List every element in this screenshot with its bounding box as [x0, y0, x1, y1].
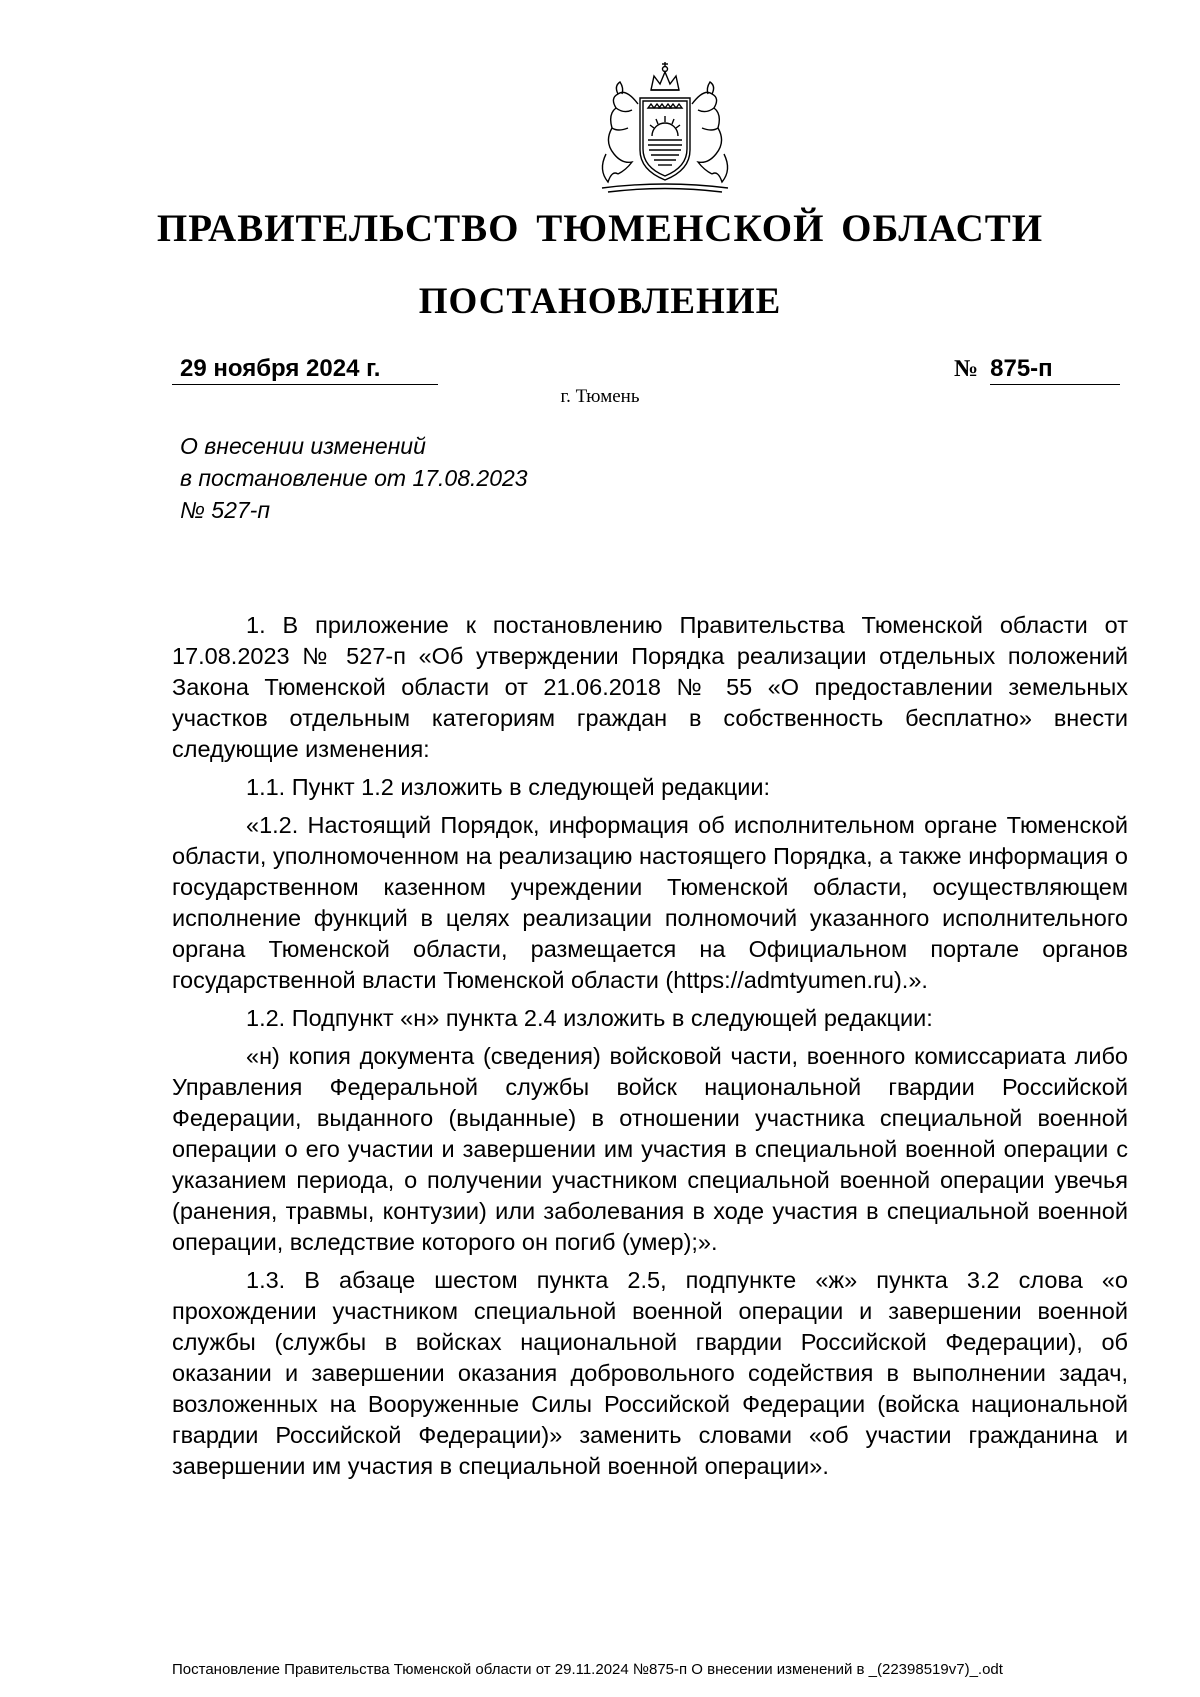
government-title: ПРАВИТЕЛЬСТВО ТЮМЕНСКОЙ ОБЛАСТИ: [156, 207, 1044, 250]
document-type-title: ПОСТАНОВЛЕНИЕ: [418, 281, 782, 322]
body-paragraph: 1.1. Пункт 1.2 изложить в следующей редакции:: [246, 774, 771, 800]
body-paragraph: 1.2. Подпункт «н» пункта 2.4 изложить в следующей редакции:: [246, 1005, 933, 1031]
document-subject: [180, 430, 700, 526]
document-date: 29 ноября 2024 г.: [172, 354, 438, 385]
body-paragraph: 1. В приложение к постановлению Правительства Тюменской области от 17.08.2023 № 527-п «Об утверждении Порядка реализации отдельных положений Закона Тюменской области от 21.06.2018 № 55 «О предоставлении земельных участков отдельным категориям граждан в собственность бесплатно» внести следующие изменения:: [172, 612, 1128, 762]
subject-line: в постановление от 17.08.2023: [180, 465, 528, 491]
document-number: 875-п: [990, 354, 1120, 385]
document-body: [172, 610, 1128, 1489]
page-footer: Постановление Правительства Тюменской области от 29.11.2024 №875-п О внесении изменений в _(22398519v7)_.odt: [172, 1661, 1003, 1678]
body-paragraph: 1.3. В абзаце шестом пункта 2.5, подпункте «ж» пункта 3.2 слова «о прохождении участником специальной военной операции и завершении военной службы (службы в войсках национальной гвардии Российской Федерации), об оказании и завершении оказания добровольного содействия в выполнении задач, возложенных на Вооруженные Силы Российской Федерации (войска национальной гвардии Российской Федерации)» заменить словами «об участии гражданина и завершении им участия в специальной военной операции».: [172, 1267, 1128, 1479]
tyumen-oblast-coat-of-arms-icon: [588, 58, 742, 198]
number-sign: №: [954, 356, 979, 382]
subject-line: О внесении изменений: [180, 433, 426, 459]
body-paragraph: «н) копия документа (сведения) войсковой части, военного комиссариата либо Управления Федеральной службы войск национальной гвардии Российской Федерации, выданного (выданные) в отношении участника специальной военной операции о его участии и завершении им участия в специальной военной операции с указанием периода, о получении участником специальной военной операции увечья (ранения, травмы, контузии) или заболевания в ходе участия в специальной военной операции, вследствие которого он погиб (умер);».: [172, 1043, 1128, 1255]
document-number-field: [954, 354, 1128, 384]
document-city: г. Тюмень: [560, 386, 640, 407]
subject-line: № 527-п: [180, 497, 270, 523]
body-paragraph: «1.2. Настоящий Порядок, информация об исполнительном органе Тюменской области, уполномоченном на реализацию настоящего Порядка, а также информация о государственном казенном учреждении Тюменской области, осуществляющем исполнение функций в целях реализации полномочий указанного исполнительного органа Тюменской области, размещается на Официальном портале органов государственной власти Тюменской области (https://admtyumen.ru).».: [172, 812, 1128, 993]
